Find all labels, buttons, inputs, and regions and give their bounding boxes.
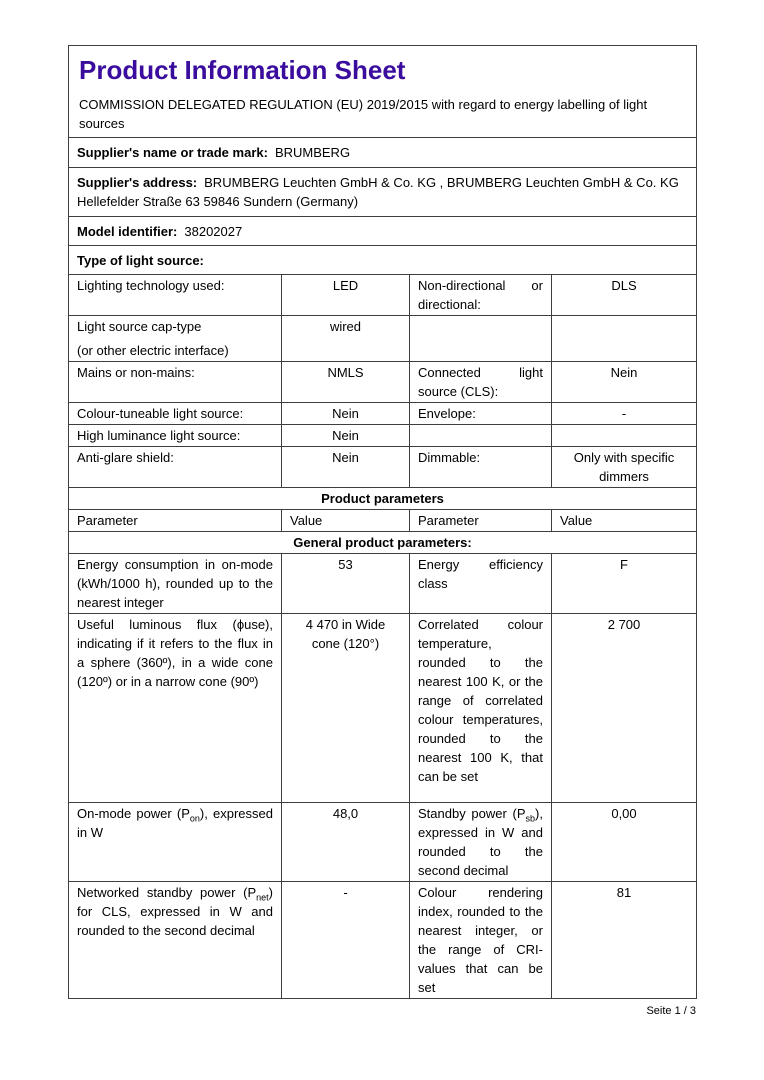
page-number: Seite 1 / 3 [646,1005,696,1017]
anti-glare-value: Nein [282,447,410,488]
high-luminance-empty-value [552,425,697,447]
useful-luminous-flux-value: 4 470 in Wide cone (120°) [282,614,410,803]
directionality-value: DLS [552,275,697,316]
model-identifier-value: 38202027 [184,224,243,239]
networked-standby-power-label: Networked standby power $(P_{net})$ for CLS, expressed in W and rounded to the second decimal [69,882,282,999]
page-title: Product Information Sheet [79,55,406,85]
cap-type-label-line2: (or other electric interface) [77,343,229,358]
cls-value: Nein [552,362,697,403]
lighting-technology-value: LED [282,275,410,316]
colour-tuneable-value: Nein [282,403,410,425]
colour-rendering-index-label: Colour rendering index, rounded to the nearest integer, or the range of CRI-values that can be set [410,882,552,999]
energy-consumption-label: Energy consumption in on-mode (kWh/1000 h), rounded up to the nearest integer [69,554,282,614]
high-luminance-label: High luminance light source: [69,425,282,447]
supplier-address-label: Supplier's address: [77,175,198,190]
on-mode-power-label: On-mode power $(P_{on})$, expressed in W [69,803,282,882]
cap-type-empty-value [552,316,697,362]
column-header-value-1: Value [282,510,410,532]
standby-power-value: 0,00 [552,803,697,882]
mains-label: Mains or non-mains: [69,362,282,403]
cap-type-label-line1: Light source cap-type [77,319,202,334]
energy-efficiency-class-label: Energy efficiency class [410,554,552,614]
correlated-colour-temperature-value: 2 700 [552,614,697,803]
envelope-label: Envelope: [410,403,552,425]
cap-type-empty-param [410,316,552,362]
supplier-address-value: BRUMBERG Leuchten GmbH & Co. KG , BRUMBERG Leuchten GmbH & Co. KG Hellefelder Straße 63 59846 Sundern (Germany) [77,175,679,209]
on-mode-power-value: 48,0 [282,803,410,882]
correlated-colour-temperature-label: Correlated colour temperature, rounded to the nearest 100 K, or the range of correlated colour temperatures, rounded to the nearest 100 K, that can be set [410,614,552,803]
networked-standby-power-value: - [282,882,410,999]
high-luminance-value: Nein [282,425,410,447]
cap-type-value: wired [282,316,410,362]
energy-consumption-value: 53 [282,554,410,614]
regulation-text: COMMISSION DELEGATED REGULATION (EU) 2019/2015 with regard to energy labelling of light sources [79,97,648,131]
type-of-light-source-row [69,246,697,275]
cap-type-label [69,316,282,362]
anti-glare-label: Anti-glare shield: [69,447,282,488]
model-identifier-row [69,217,697,246]
supplier-address-row [69,168,697,217]
high-luminance-empty-param [410,425,552,447]
energy-efficiency-class-value: F [552,554,697,614]
colour-rendering-index-value: 81 [552,882,697,999]
column-header-parameter-1: Parameter [69,510,282,532]
dimmable-value: Only with specific dimmers [552,447,697,488]
column-header-value-2: Value [552,510,697,532]
colour-tuneable-label: Colour-tuneable light source: [69,403,282,425]
cls-label: Connected light source (CLS): [410,362,552,403]
mains-value: NMLS [282,362,410,403]
dimmable-label: Dimmable: [410,447,552,488]
directionality-label: Non-directional or directional: [410,275,552,316]
supplier-name-label: Supplier's name or trade mark: [77,145,268,160]
product-info-table [68,45,697,999]
title-block [69,46,697,138]
envelope-value: - [552,403,697,425]
standby-power-label: Standby power $(P_{sb})$, expressed in W and rounded to the second decimal [410,803,552,882]
supplier-name-value: BRUMBERG [274,145,351,160]
lighting-technology-label: Lighting technology used: [69,275,282,316]
product-parameters-section-title: Product parameters [69,488,697,510]
useful-luminous-flux-label: Useful luminous flux (ϕuse), indicating if it refers to the flux in a sphere (360º), in a wide cone (120º) or in a narrow cone (90º) [69,614,282,803]
type-of-light-source-label: Type of light source: [77,253,204,268]
model-identifier-label: Model identifier: [77,224,178,239]
general-product-parameters-title: General product parameters: [69,532,697,554]
supplier-name-row [69,138,697,168]
column-header-parameter-2: Parameter [410,510,552,532]
